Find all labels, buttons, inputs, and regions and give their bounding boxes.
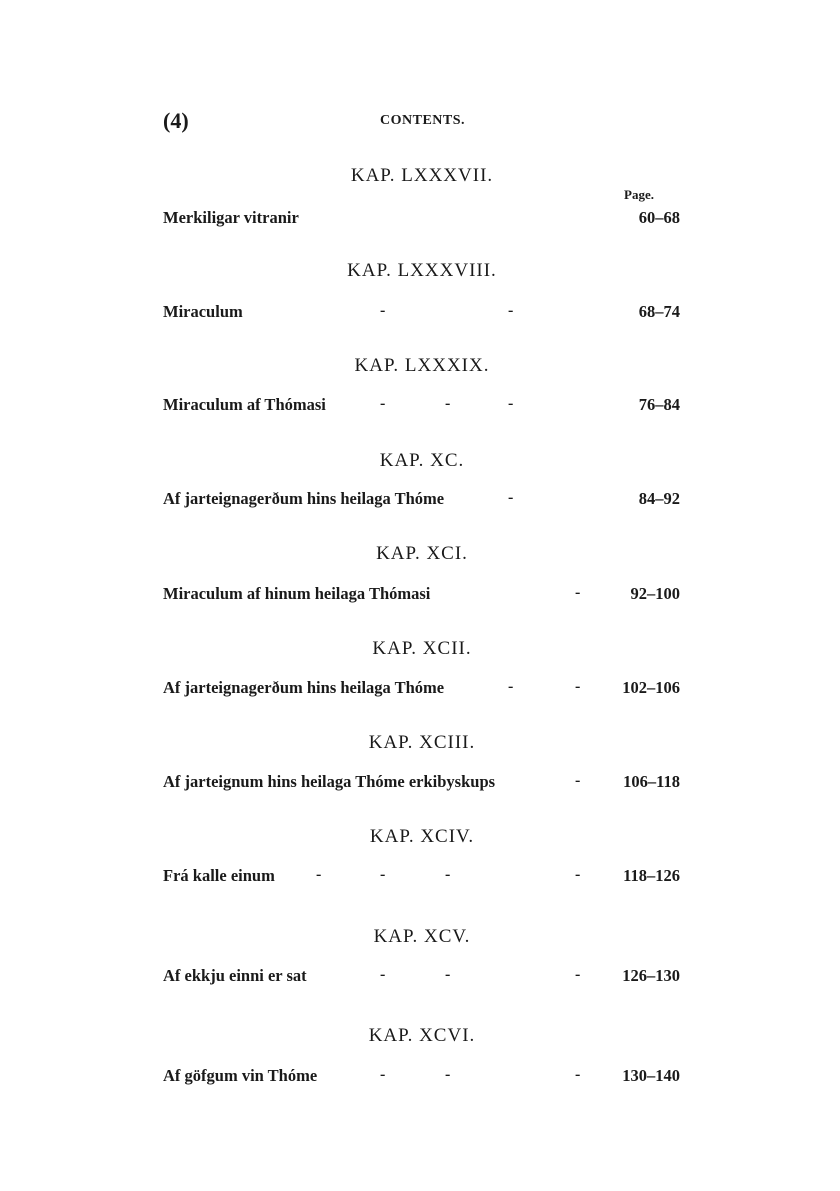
dot-leader: - [445, 1066, 451, 1083]
dot-leader: - [380, 395, 386, 412]
entry-pages: 84–92 [638, 489, 680, 508]
dot-leader: - [508, 302, 514, 319]
entry-title: Af jarteignum hins heilaga Thóme erkibyskups [163, 772, 496, 791]
dot-leader: - [445, 395, 451, 412]
entry-pages: 102–106 [622, 678, 680, 697]
entry-pages: 106–118 [623, 772, 680, 791]
dot-leader: - [508, 395, 514, 412]
dot-leader: - [380, 866, 386, 883]
chapter-heading: KAP. XCV. [373, 926, 471, 947]
chapter-heading: KAP. LXXXIX. [354, 355, 490, 376]
entry-pages: 60–68 [638, 208, 680, 227]
page-column-label: Page. [624, 187, 654, 202]
dot-leader: - [575, 866, 581, 883]
dot-leader: - [575, 966, 581, 983]
entry-title: Miraculum [163, 302, 243, 321]
chapter-heading: KAP. LXXXVIII. [347, 260, 497, 281]
chapter-heading: KAP. LXXXVII. [350, 165, 494, 186]
entry-title: Miraculum af Thómasi [163, 395, 326, 414]
chapter-heading: KAP. XCIII. [368, 732, 476, 753]
dot-leader: - [445, 966, 451, 983]
entry-pages: 118–126 [623, 866, 680, 885]
dot-leader: - [575, 1066, 581, 1083]
dot-leader: - [508, 678, 514, 695]
entry-pages: 130–140 [622, 1066, 680, 1085]
dot-leader: - [380, 302, 386, 319]
dot-leader: - [380, 966, 386, 983]
entry-title: Af jarteignagerðum hins heilaga Thóme [163, 489, 445, 508]
chapter-heading: KAP. XCIV. [369, 826, 475, 847]
dot-leader: - [445, 866, 451, 883]
entry-pages: 76–84 [638, 395, 680, 414]
entry-title: Af göfgum vin Thóme [163, 1066, 318, 1085]
chapter-heading: KAP. XCVI. [368, 1025, 476, 1046]
running-head: CONTENTS. [380, 113, 466, 128]
dot-leader: - [316, 866, 322, 883]
chapter-heading: KAP. XCII. [372, 638, 472, 659]
dot-leader: - [575, 678, 581, 695]
page-number: (4) [163, 108, 189, 133]
chapter-heading: KAP. XCI. [376, 543, 468, 564]
chapter-heading: KAP. XC. [379, 450, 465, 471]
entry-title: Af jarteignagerðum hins heilaga Thóme [163, 678, 445, 697]
entry-pages: 92–100 [630, 584, 680, 603]
dot-leader: - [508, 489, 514, 506]
dot-leader: - [380, 1066, 386, 1083]
dot-leader: - [575, 584, 581, 601]
entry-pages: 68–74 [638, 302, 680, 321]
entry-title: Miraculum af hinum heilaga Thómasi [163, 584, 431, 603]
entry-title: Frá kalle einum [163, 866, 275, 885]
entry-title: Af ekkju einni er sat [163, 966, 307, 985]
entry-title: Merkiligar vitranir [163, 208, 299, 227]
entry-pages: 126–130 [622, 966, 680, 985]
dot-leader: - [575, 772, 581, 789]
